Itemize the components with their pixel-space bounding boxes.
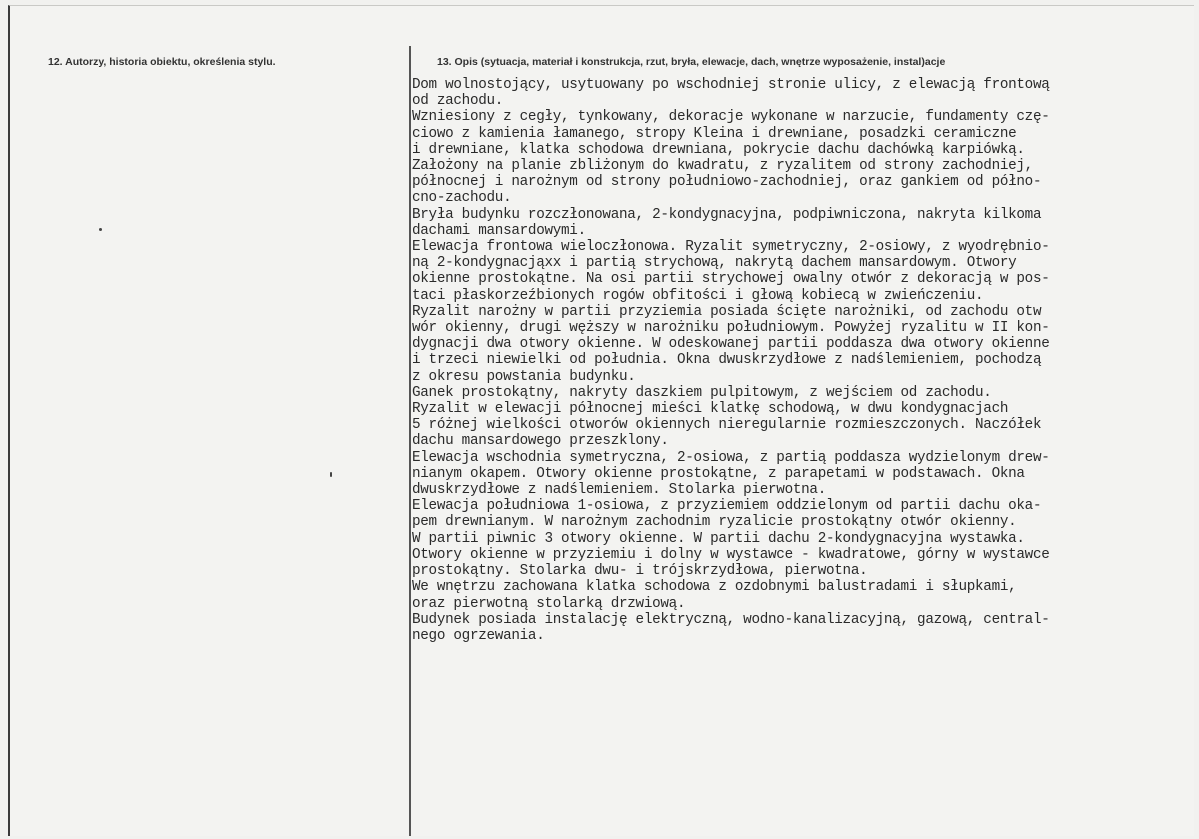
typed-line: nego ogrzewania. xyxy=(412,627,545,644)
typed-line: Otwory okienne w przyziemiu i dolny w wystawce - kwadratowe, górny w wystawce xyxy=(412,546,1050,563)
typed-line: Elewacja wschodnia symetryczna, 2-osiowa, z partią poddasza wydzielonym drew- xyxy=(412,449,1050,466)
typed-line: i trzeci niewielki od południa. Okna dwuskrzydłowe z nadślemieniem, pochodzą xyxy=(412,352,1042,369)
typed-line: taci płaskorzeźbionych rogów obfitości i głową kobiecą w zwieńczeniu. xyxy=(412,287,984,304)
typed-line: Elewacja frontowa wieloczłonowa. Ryzalit symetryczny, 2-osiowy, z wyodrębnio- xyxy=(412,239,1050,256)
field-12-label: 12. Autorzy, historia obiektu, określenia stylu. xyxy=(48,56,276,68)
typed-line: We wnętrzu zachowana klatka schodowa z ozdobnymi balustradami i słupkami, xyxy=(412,579,1017,596)
typed-line: dachami mansardowymi. xyxy=(412,222,586,239)
record-card xyxy=(8,5,1194,836)
field-13-label: 13. Opis (sytuacja, materiał i konstrukcja, rzut, bryła, elewacje, dach, wnętrze wyposażenie, instal)acje xyxy=(437,56,946,68)
typed-line: oraz pierwotną stolarką drzwiową. xyxy=(412,595,686,612)
ink-speck xyxy=(99,228,102,231)
typed-line: ciowo z kamienia łamanego, stropy Kleina i drewniane, posadzki ceramiczne xyxy=(412,125,1017,142)
typed-line: z okresu powstania budynku. xyxy=(412,368,636,385)
typed-line: ną 2-kondygnacjąxx i partią strychową, nakrytą dachem mansardowym. Otwory xyxy=(412,255,1017,272)
typed-line: cno-zachodu. xyxy=(412,190,512,207)
field-12-column xyxy=(10,6,402,836)
typed-line: północnej i narożnym od strony południowo-zachodniej, oraz gankiem od półno- xyxy=(412,174,1042,191)
typed-line: i drewniane, klatka schodowa drewniana, pokrycie dachu dachówką karpiówką. xyxy=(412,141,1025,158)
typed-line: od zachodu. xyxy=(412,93,504,110)
typed-line: wór okienny, drugi węższy w narożniku południowym. Powyżej ryzalitu w II kon- xyxy=(412,320,1050,337)
field-13-typed-text xyxy=(412,77,1199,644)
typed-line: dwuskrzydłowe z nadślemieniem. Stolarka pierwotna. xyxy=(412,482,826,499)
typed-line: Założony na planie zbliżonym do kwadratu, z ryzalitem od strony zachodniej, xyxy=(412,158,1033,175)
typed-line: dachu mansardowego przeszklony. xyxy=(412,433,669,450)
ink-speck xyxy=(330,472,332,477)
column-divider xyxy=(409,46,411,836)
typed-line: Ryzalit w elewacji północnej mieści klatkę schodową, w dwu kondygnacjach xyxy=(412,401,1009,418)
typed-line: Bryła budynku rozczłonowana, 2-kondygnacyjna, podpiwniczona, nakryta kilkoma xyxy=(412,206,1042,223)
typed-line: Dom wolnostojący, usytuowany po wschodniej stronie ulicy, z elewacją frontową xyxy=(412,77,1050,93)
typed-line: 5 różnej wielkości otworów okiennych nieregularnie rozmieszczonych. Naczółek xyxy=(412,417,1042,434)
typed-line: Elewacja południowa 1-osiowa, z przyziemiem oddzielonym od partii dachu oka- xyxy=(412,498,1042,515)
typed-line: nianym okapem. Otwory okienne prostokątne, z parapetami w podstawach. Okna xyxy=(412,465,1025,482)
typed-line: pem drewnianym. W narożnym zachodnim ryzalicie prostokątny otwór okienny. xyxy=(412,514,1017,531)
typed-line: Ryzalit narożny w partii przyziemia posiada ścięte narożniki, od zachodu otw xyxy=(412,303,1042,320)
typed-line: Wzniesiony z cegły, tynkowany, dekoracje wykonane w narzucie, fundamenty czę- xyxy=(412,109,1050,126)
typed-line: dygnacji dwa otwory okienne. W odeskowanej partii poddasza dwa otwory okienne xyxy=(412,336,1050,353)
typed-line: Ganek prostokątny, nakryty daszkiem pulpitowym, z wejściem od zachodu. xyxy=(412,384,992,401)
typed-line: prostokątny. Stolarka dwu- i trójskrzydłowa, pierwotna. xyxy=(412,563,868,580)
typed-line: W partii piwnic 3 otwory okienne. W partii dachu 2-kondygnacyjna wystawka. xyxy=(412,530,1025,547)
typed-line: Budynek posiada instalację elektryczną, wodno-kanalizacyjną, gazową, central- xyxy=(412,611,1050,628)
typed-line: okienne prostokątne. Na osi partii strychowej owalny otwór z dekoracją w pos- xyxy=(412,271,1050,288)
